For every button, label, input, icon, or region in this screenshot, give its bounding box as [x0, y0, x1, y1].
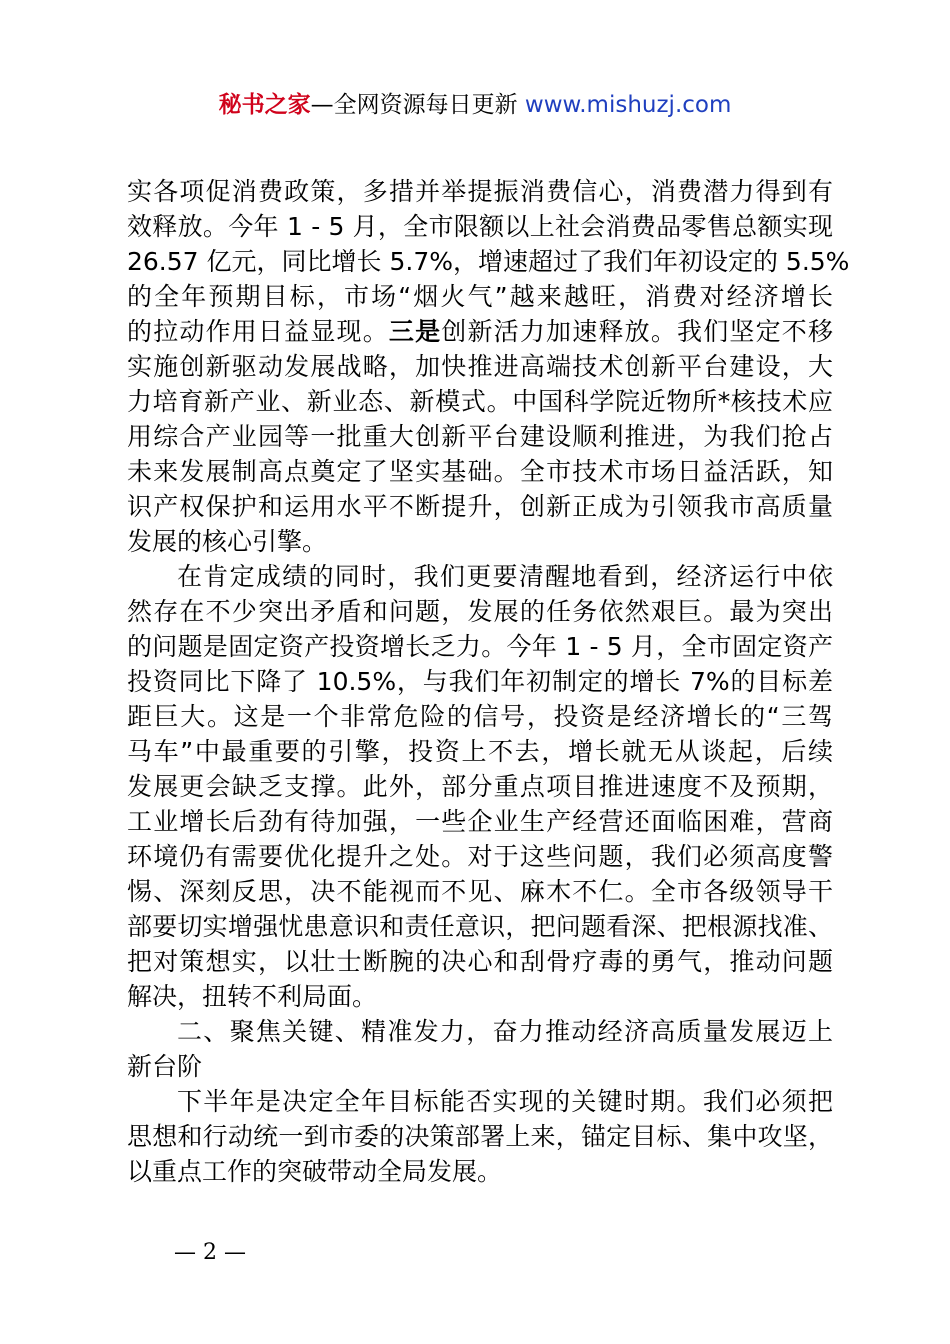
emphasis-keyword: 三是	[388, 317, 442, 346]
body-line: 的问题是固定资产投资增长乏力。今年 1 - 5 月，全市固定资产	[127, 632, 833, 661]
document-body	[127, 174, 850, 1189]
paragraph-start-line: 下半年是决定全年目标能否实现的关键时期。我们必须把	[177, 1087, 833, 1116]
body-line: 以重点工作的突破带动全局发展。	[127, 1157, 503, 1186]
body-line: 工业增长后劲有待加强，一些企业生产经营还面临困难，营商	[127, 807, 833, 836]
body-line: 惕、深刻反思，决不能视而不见、麻木不仁。全市各级领导干	[127, 877, 833, 906]
body-line: 用综合产业园等一批重大创新平台建设顺利推进，为我们抢占	[127, 422, 833, 451]
body-line: 实施创新驱动发展战略，加快推进高端技术创新平台建设，大	[127, 352, 833, 381]
body-line-prefix: 的拉动作用日益显现。	[127, 317, 389, 346]
body-line-rest: 创新活力加速释放。我们坚定不移	[441, 317, 833, 346]
body-line: 效释放。今年 1 - 5 月，全市限额以上社会消费品零售总额实现	[127, 212, 833, 241]
body-line: 然存在不少突出矛盾和问题，发展的任务依然艰巨。最为突出	[127, 597, 833, 626]
body-line: 力培育新产业、新业态、新模式。中国科学院近物所*核技术应	[127, 387, 833, 416]
body-line: 26.57 亿元，同比增长 5.7%，增速超过了我们年初设定的 5.5%	[127, 247, 850, 276]
section-heading-continuation: 新台阶	[127, 1052, 203, 1081]
paragraph-start-line: 在肯定成绩的同时，我们更要清醒地看到，经济运行中依	[177, 562, 833, 591]
section-heading: 二、聚焦关键、精准发力，奋力推动经济高质量发展迈上	[177, 1017, 833, 1046]
header-url: www.mishuzj.com	[524, 92, 732, 118]
body-line: 投资同比下降了 10.5%，与我们年初制定的增长 7%的目标差	[127, 667, 833, 696]
body-line: 实各项促消费政策，多措并举提振消费信心，消费潜力得到有	[127, 177, 833, 206]
site-watermark-header	[0, 88, 950, 122]
body-line: 把对策想实，以壮士断腕的决心和刮骨疗毒的勇气，推动问题	[127, 947, 833, 976]
header-tagline: —全网资源每日更新	[310, 92, 525, 118]
body-line: 未来发展制高点奠定了坚实基础。全市技术市场日益活跃，知	[127, 457, 833, 486]
body-line: 思想和行动统一到市委的决策部署上来，锚定目标、集中攻坚，	[127, 1122, 833, 1151]
body-line: 发展更会缺乏支撑。此外，部分重点项目推进速度不及预期，	[127, 772, 833, 801]
body-line: 马车”中最重要的引擎，投资上不去，增长就无从谈起，后续	[127, 737, 833, 766]
body-line: 发展的核心引擎。	[127, 527, 328, 556]
body-line: 距巨大。这是一个非常危险的信号，投资是经济增长的“三驾	[127, 702, 833, 731]
body-line-with-emphasis	[127, 314, 833, 349]
body-line: 环境仍有需要优化提升之处。对于这些问题，我们必须高度警	[127, 842, 833, 871]
body-line: 解决，扭转不利局面。	[127, 982, 378, 1011]
body-line: 识产权保护和运用水平不断提升，创新正成为引领我市高质量	[127, 492, 833, 521]
page-number: — 2 —	[174, 1240, 246, 1265]
brand-name: 秘书之家	[218, 92, 311, 118]
body-line: 部要切实增强忧患意识和责任意识，把问题看深、把根源找准、	[127, 912, 833, 941]
body-line: 的全年预期目标，市场“烟火气”越来越旺，消费对经济增长	[127, 282, 833, 311]
